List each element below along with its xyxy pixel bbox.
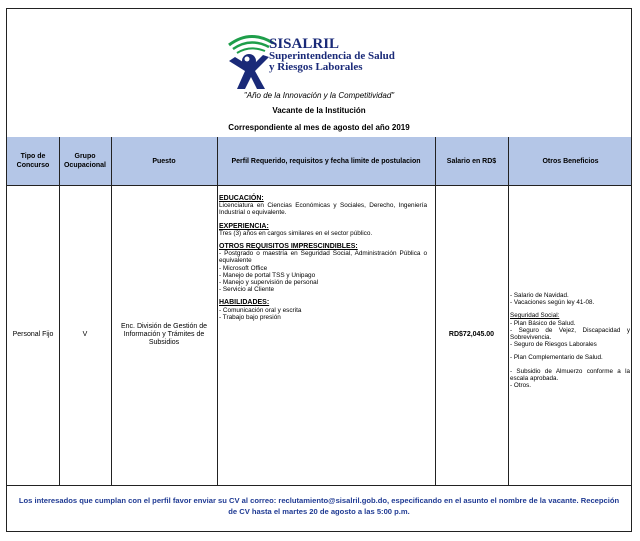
beneficio-item: - Plan Básico de Salud. <box>510 319 576 327</box>
beneficio-item: - Plan Complementario de Salud. <box>510 354 603 362</box>
perfil-otros-item: - Servicio al Cliente <box>219 286 275 294</box>
document-header <box>7 9 631 138</box>
header-tipo-concurso: Tipo de Concurso <box>16 153 50 169</box>
cell-salario: RD$72,045.00 <box>448 331 495 338</box>
perfil-experiencia: Tres (3) años en cargos similares en el sector público. <box>219 229 373 237</box>
perfil-habilidades-heading: HABILIDADES: <box>219 299 270 307</box>
perfil-educacion: Licenciatura en Ciencias Económicas y Sociales, Derecho, Ingeniería Industrial o equivalente. <box>219 202 427 217</box>
column-divider <box>217 137 218 485</box>
perfil-habilidades-item: - Comunicación oral y escrita <box>219 306 302 314</box>
header-puesto: Puesto <box>152 157 176 165</box>
cell-beneficios <box>510 292 630 389</box>
beneficio-item: - Salario de Navidad. <box>510 292 569 299</box>
perfil-otros-item: - Postgrado o maestría en Seguridad Social, Administración Pública o equivalente <box>219 250 427 265</box>
document-footer <box>7 485 631 534</box>
header-grupo-ocupacional: Grupo Ocupacional <box>63 153 106 169</box>
perfil-habilidades-item: - Trabajo bajo presión <box>219 313 281 321</box>
beneficio-item: - Subsidio de Almuerzo conforme a la escala aprobada. <box>510 367 630 382</box>
perfil-otros-item: - Microsoft Office <box>219 264 268 272</box>
vacancy-table <box>7 137 631 485</box>
beneficio-item: - Vacaciones según ley 41-08. <box>510 299 595 307</box>
column-divider <box>508 137 509 485</box>
cell-tipo: Personal Fijo <box>12 331 54 338</box>
vacancy-title: Vacante de la Institución <box>272 106 366 115</box>
header-salario: Salario en RD$ <box>446 157 497 165</box>
org-name: SISALRIL <box>269 36 340 52</box>
org-subtitle-2: y Riesgos Laborales <box>269 61 363 73</box>
cell-perfil <box>219 195 427 321</box>
column-divider <box>111 137 112 485</box>
beneficio-item: - Otros. <box>510 382 531 390</box>
perfil-otros-heading: OTROS REQUISITOS IMPRESCINDIBLES: <box>219 243 358 251</box>
application-instructions: Los interesados que cumplan con el perfil favor enviar su CV al correo: reclutamiento@sisalril.gob.do, especificando en el asunto el nombre de la vacante. Recepción de CV hasta el martes 20 de agosto a las 5:00 p.m. <box>18 496 620 516</box>
perfil-otros-item: - Manejo de portal TSS y Unipago <box>219 271 316 279</box>
beneficio-item: - Seguro de Riesgos Laborales <box>510 341 597 349</box>
vacancy-period: Correspondiente al mes de agosto del año 2019 <box>228 123 410 132</box>
vacancy-document <box>6 8 632 532</box>
perfil-experiencia-heading: EXPERIENCIA: <box>219 222 269 230</box>
cell-puesto: Enc. División de Gestión de Información y Trámites de Subsidios <box>121 323 207 346</box>
cell-grupo: V <box>82 331 88 338</box>
perfil-educacion-heading: EDUCACIÓN: <box>219 195 264 202</box>
perfil-otros-item: - Manejo y supervisión de personal <box>219 279 319 287</box>
org-subtitle-1: Superintendencia de Salud <box>269 50 395 62</box>
header-otros-beneficios: Otros Beneficios <box>542 157 599 165</box>
beneficio-item: - Seguro de Vejez, Discapacidad y Sobrevivencia. <box>510 326 630 342</box>
header-perfil: Perfil Requerido, requisitos y fecha limite de postulacion <box>231 157 421 165</box>
motto: "Año de la Innovación y la Competitividad" <box>243 91 395 100</box>
beneficio-seguridad-social-heading: Seguridad Social: <box>510 312 560 320</box>
